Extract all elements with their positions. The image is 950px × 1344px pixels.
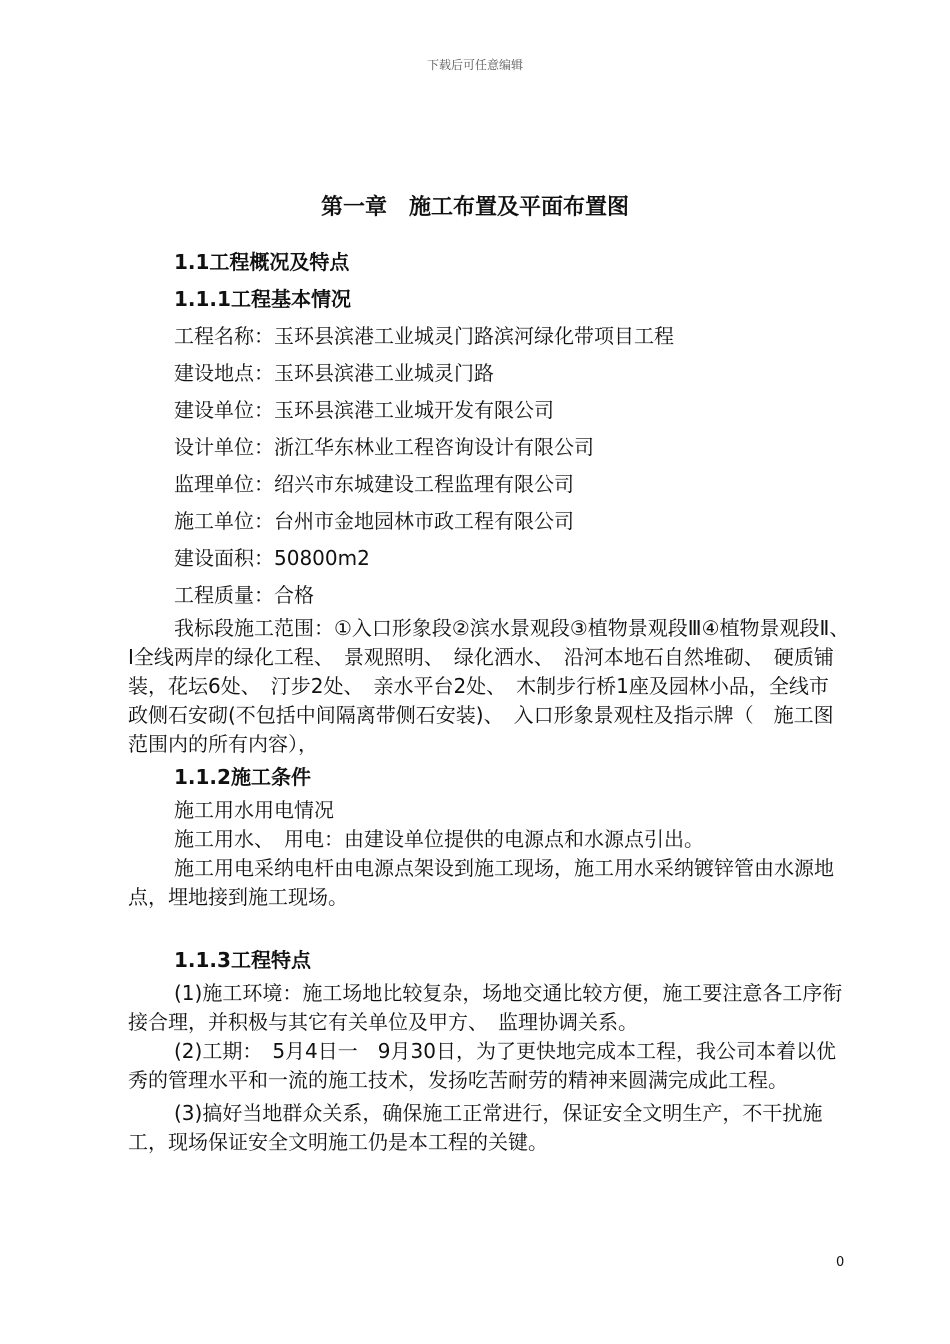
info-line: 工程质量：合格 <box>174 583 314 607</box>
water-paragraph-1: 施工用水、 用电：由建设单位提供的电源点和水源点引出。 <box>174 827 704 851</box>
page-header: 下载后可任意编辑 <box>426 58 523 72</box>
water-title: 施工用水用电情况 <box>174 798 334 822</box>
info-line: 工程名称：玉环县滨港工业城灵门路滨河绿化带项目工程 <box>174 324 674 348</box>
section-heading-1-1-1: 1.1.1工程基本情况 <box>174 287 351 311</box>
feature-paragraph: (3)搞好当地群众关系，确保施工正常进行，保证安全文明生产，不干扰施工，现场保证安全文明施工仍是本工程的关键。 <box>128 1101 823 1154</box>
section-heading-1-1-2: 1.1.2施工条件 <box>174 765 311 789</box>
feature-paragraph: (2)工期： 5月4日一 9月30日，为了更快地完成本工程，我公司本着以优秀的管理水平和一流的施工技术，发扬吃苦耐劳的精神来圆满完成此工程。 <box>128 1039 836 1092</box>
info-line: 建设地点：玉环县滨港工业城灵门路 <box>174 361 494 385</box>
chapter-title: 第一章 施工布置及平面布置图 <box>320 195 629 220</box>
spacer <box>128 912 843 942</box>
info-line: 监理单位：绍兴市东城建设工程监理有限公司 <box>174 472 574 496</box>
info-line: 建设单位：玉环县滨港工业城开发有限公司 <box>174 398 554 422</box>
page-number: 0 <box>836 1255 845 1270</box>
water-paragraph-2: 施工用电采纳电杆由电源点架设到施工现场，施工用水采纳镀锌管由水源地点，埋地接到施工现场。 <box>128 856 834 909</box>
section-heading-1-1: 1.1工程概况及特点 <box>174 250 350 274</box>
info-line: 建设面积：50800m2 <box>174 546 370 570</box>
document-body <box>128 244 860 1157</box>
info-line: 施工单位：台州市金地园林市政工程有限公司 <box>174 509 574 533</box>
info-line: 设计单位：浙江华东林业工程咨询设计有限公司 <box>174 435 594 459</box>
scope-paragraph: 我标段施工范围：①入口形象段②滨水景观段③植物景观段Ⅲ④植物景观段Ⅱ、 Ⅰ全线两岸的绿化工程、 景观照明、 绿化洒水、 沿河本地石自然堆砌、 硬质铺装，花坛6处、 汀步2处、 亲水平台2处、 木制步行桥1座及园林小品，全线市政侧石安砌(不包括中间隔离带侧石安装)、 入口形象景观柱及指示牌（ 施工图范围内的所有内容）， <box>128 616 860 756</box>
feature-paragraph: (1)施工环境：施工场地比较复杂，场地交通比较方便，施工要注意各工序衔接合理，并积极与其它有关单位及甲方、 监理协调关系。 <box>128 981 843 1034</box>
section-heading-1-1-3: 1.1.3工程特点 <box>174 948 311 972</box>
